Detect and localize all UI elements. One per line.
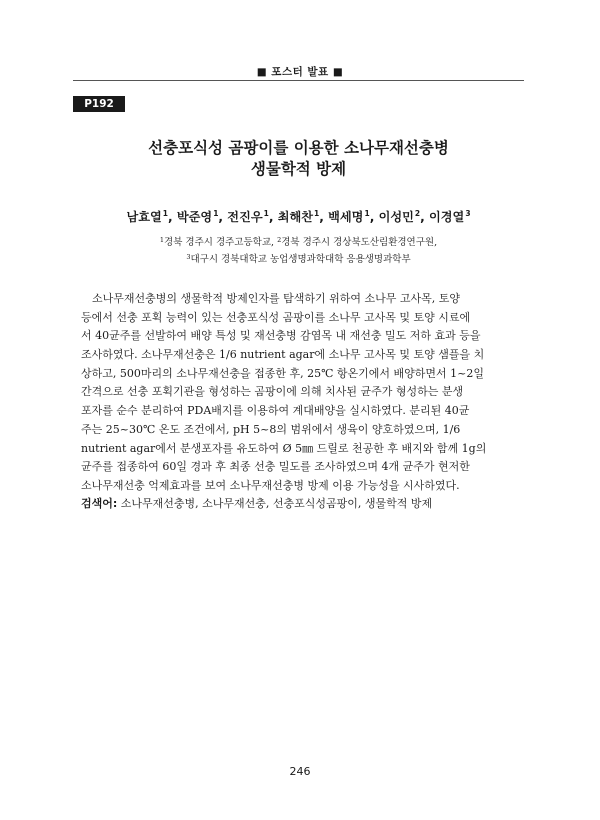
abstract-line: 포자를 순수 분리하여 PDA배지를 이용하여 계대배양을 실시하였다. 분리된 40균 (81, 404, 470, 418)
abstract-line: 상하고, 500마리의 소나무재선충을 접종한 후, 25℃ 항온기에서 배양하면서 1~2일 (81, 366, 485, 380)
author-list: 남효열$^1$, 박준영$^1$, 전진우$^1$, 최해찬$^1$, 백세명$^1$, 이성민$^2$, 이경열$^3$ (126, 209, 471, 224)
affiliation-text: 경북 경주시 경주고등학교, (164, 237, 278, 248)
author-affiliation-sup: 3 (465, 209, 471, 218)
abstract-line: 조사하였다. 소나무재선충은 1/6 nutrient agar에 소나무 고사목 및 토양 샘플을 치 (81, 348, 485, 362)
author-affiliation-sup: 1 (314, 209, 320, 218)
affiliation-line-2 (73, 250, 524, 267)
poster-code-badge: P192 (73, 96, 125, 112)
paper-title (73, 138, 524, 180)
author-name: 최해찬 (277, 210, 314, 224)
affiliation-text: 경북 경주시 경상북도산림환경연구원, (281, 237, 438, 248)
title-line-2: 생물학적 방제 (250, 160, 347, 178)
title-line-1: 선충포식성 곰팡이를 이용한 소나무재선충병 (148, 139, 449, 157)
author-name: 남효열 (126, 210, 162, 224)
author-name: 박준영 (176, 210, 213, 224)
author-affiliation-sup: 1 (213, 209, 219, 218)
abstract-line: 등에서 선충 포획 능력이 있는 선충포식성 곰팡이를 소나무 고사목 및 토양 시료에 (81, 310, 471, 324)
affiliation-line-1 (73, 233, 524, 250)
abstract-line: 소나무재선충병의 생물학적 방제인자를 탐색하기 위하여 소나무 고사목, 토양 (92, 292, 461, 305)
affiliation-sup: 2 (277, 236, 282, 244)
abstract-line: 균주를 접종하여 60일 경과 후 최종 선충 밀도를 조사하였으며 4개 균주가 현저한 (81, 460, 470, 474)
abstract-line: nutrient agar에서 분생포자를 유도하여 Ø 5㎜ 드릴로 천공한 후 배지와 함께 1g의 (81, 441, 487, 455)
author-affiliation-sup: 1 (162, 209, 168, 218)
keywords-label: 검색어: (81, 497, 118, 510)
author-affiliation-sup: 2 (414, 209, 421, 218)
page-number: 246 (289, 765, 311, 778)
affiliation-text: 대구시 경북대학교 농업생명과학대학 응용생명과학부 (190, 254, 411, 265)
affiliation-sup: 1 (159, 236, 165, 244)
author-affiliation-sup: 1 (364, 209, 370, 218)
affiliation-sup: 3 (186, 253, 191, 261)
abstract-line: 주는 25~30℃ 온도 조건에서, pH 5~8의 범위에서 생육이 양호하였으며, 1/6 (81, 422, 461, 436)
author-name: 전진우 (227, 210, 263, 224)
author-affiliation-sup: 1 (263, 209, 269, 218)
keywords-text: 소나무재선충병, 소나무재선충, 선충포식성곰팡이, 생물학적 방제 (117, 497, 433, 510)
affiliations (73, 233, 524, 267)
author-name: 백세명 (328, 210, 364, 224)
keywords (81, 495, 517, 511)
section-header-label: ■ 포스터 발표 ■ (256, 66, 344, 78)
author-name: 이성민 (378, 210, 414, 224)
abstract-line: 소나무재선충 억제효과를 보여 소나무재선충병 방제 이용 가능성을 시사하였다. (81, 478, 460, 492)
abstract-body (81, 290, 517, 496)
author-name: 이경열 (428, 210, 465, 224)
header-divider (73, 80, 524, 81)
abstract-line: 서 40균주를 선발하여 배양 특성 및 재선충병 감염목 내 재선충 밀도 저하 효과 등을 (81, 329, 481, 343)
abstract-line: 간격으로 선충 포획기관을 형성하는 곰팡이에 의해 치사된 균주가 형성하는 분생 (81, 385, 464, 399)
